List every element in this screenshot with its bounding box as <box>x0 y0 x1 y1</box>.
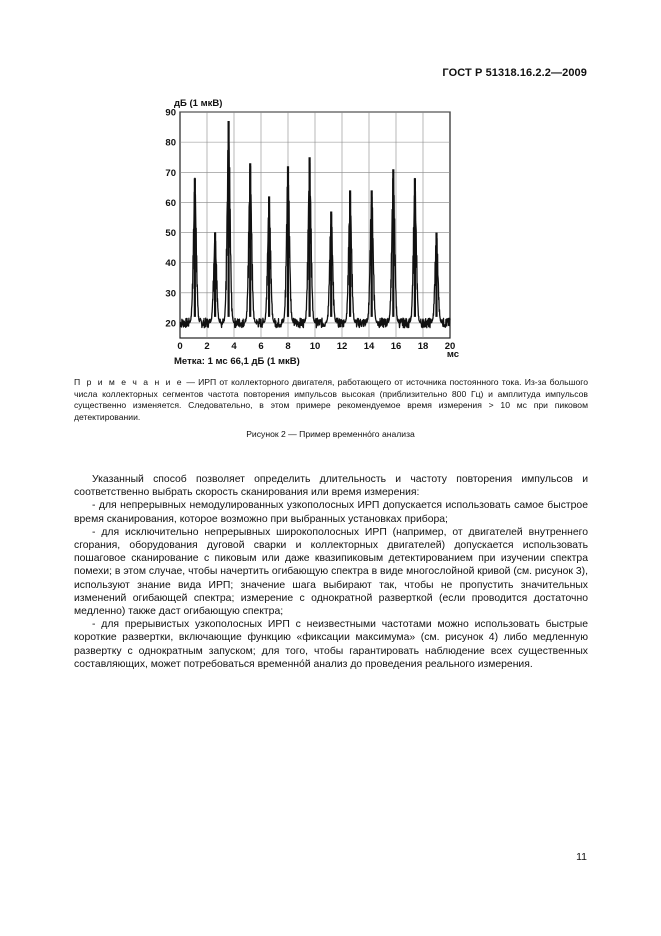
marker-readout: Метка: 1 мс 66,1 дБ (1 мкВ) <box>174 356 300 367</box>
y-tick-label: 80 <box>165 137 176 149</box>
figure-note <box>74 377 588 423</box>
y-tick-label: 40 <box>165 258 176 270</box>
x-tick-label: 4 <box>231 341 237 352</box>
y-tick-label: 90 <box>165 107 176 119</box>
paragraph-intermittent: - для прерывистых узкополосных ИРП с неизвестными частотами можно использовать быстрые короткие развертки, включающие функцию «фиксации максимума» (см. рисунок 4) либо медленную развертку с однократным запуском; для того, чтобы гарантировать наблюдение всех существенных составляющих, может потребоваться временно́й анализ до проведения реального измерения. <box>74 619 588 670</box>
note-text: — ИРП от коллекторного двигателя, работающего от источника постоянного тока. Из-за большого числа коллекторных сегментов частота повторения импульсов высокая (приблизительно 800 Гц) и амплитуда импульсов существенно изменяется. Следовательно, в этом примере рекомендуемое время измерения > 10 мс при пиковом детектировании. <box>74 377 588 422</box>
standard-header: ГОСТ Р 51318.16.2.2—2009 <box>442 67 587 79</box>
x-axis-label: мс <box>446 349 460 360</box>
x-tick-label: 10 <box>309 341 321 352</box>
body-text <box>74 473 588 671</box>
y-tick-label: 60 <box>165 197 176 209</box>
x-tick-label: 0 <box>177 341 183 352</box>
time-domain-chart <box>150 90 470 370</box>
paragraph-intro: Указанный способ позволяет определить длительность и частоту повторения импульсов и соответственно выбрать скорость сканирования или время измерения: <box>74 474 588 499</box>
x-tick-label: 8 <box>285 341 291 352</box>
y-tick-label: 20 <box>165 318 176 330</box>
y-tick-label: 30 <box>165 288 176 300</box>
x-tick-label: 6 <box>258 341 264 352</box>
y-tick-label: 70 <box>165 167 176 179</box>
figure-caption: Рисунок 2 — Пример временно́го анализа <box>246 429 415 439</box>
page-number: 11 <box>576 851 587 863</box>
note-label: П р и м е ч а н и е <box>74 377 184 387</box>
x-tick-label: 16 <box>390 341 402 352</box>
x-tick-label: 2 <box>204 341 210 352</box>
y-tick-label: 50 <box>165 228 176 240</box>
x-tick-label: 14 <box>363 341 375 352</box>
x-tick-label: 12 <box>336 341 348 352</box>
time-analysis-figure <box>150 90 470 370</box>
y-axis-label: дБ (1 мкВ) <box>174 98 223 109</box>
paragraph-narrowband: - для непрерывных немодулированных узкополосных ИРП допускается использовать самое быстрое время сканирования, которое возможно при выбранных установках прибора; <box>74 500 588 525</box>
x-tick-label: 18 <box>417 341 429 352</box>
x-tick-label: 20 <box>444 341 456 352</box>
paragraph-broadband: - для исключительно непрерывных широкополосных ИРП (например, от двигателей внутреннего сгорания, оборудования дуговой сварки и коллекторных двигателей) допускается использовать пошаговое сканирование с пиковым или даже квазипиковым детектированием при изучении спектра помехи; в этом случае, чтобы начертить огибающую спектра в виде многослойной кривой (см. рисунок 3), используют знание вида ИРП; значение шага выбирают так, чтобы не пропустить значительных изменений огибающей спектра; измерение с однократной разверткой (если проводится достаточно медленно) также даст огибающую спектра; <box>74 526 588 618</box>
